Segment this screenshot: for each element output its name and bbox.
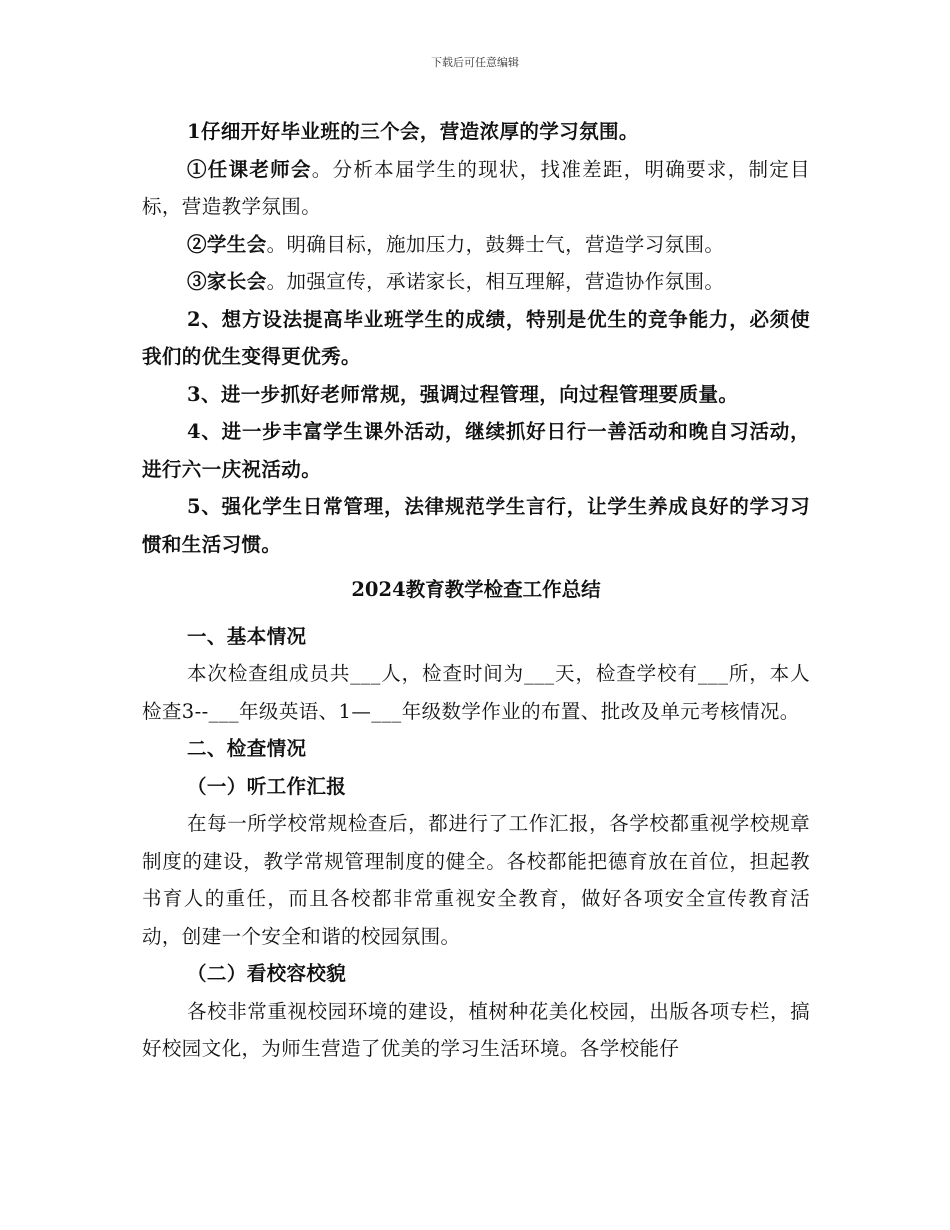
page-header-note: 下载后可任意编辑: [431, 56, 519, 69]
meeting-parent: [142, 263, 810, 301]
plan-item-4: 4、进一步丰富学生课外活动，继续抓好日行一善活动和晚自习活动，进行六一庆祝活动。: [142, 420, 810, 481]
meeting-student-text: 。明确目标，施加压力，鼓舞士气，营造学习氛围。: [266, 232, 725, 256]
work-report-text: 在每一所学校常规检查后，都进行了工作汇报，各学校都重视学校规章制度的建设，教学常规管理制度的健全。各校都能把德育放在首位，担起教书育人的重任，而且各校都非常重视安全教育，做好各项安全宣传教育活动，创建一个安全和谐的校园氛围。: [142, 812, 810, 948]
plan-item-3: 3、进一步抓好老师常规，强调过程管理，向过程管理要质量。: [187, 382, 739, 406]
campus-text: 各校非常重视校园环境的建设，植树种花美化校园，出版各项专栏，搞好校园文化，为师生营造了优美的学习生活环境。各学校能仔: [142, 999, 810, 1060]
heading-basic-situation: 一、基本情况: [187, 624, 307, 648]
meeting-teacher: [142, 151, 810, 226]
meeting-parent-text: 。加强宣传，承诺家长，相互理解，营造协作氛围。: [266, 270, 725, 293]
plan-item-5: 5、强化学生日常管理，法律规范学生言行，让学生养成良好的学习习惯和生活习惯。: [142, 495, 810, 556]
subheading-campus: （二）看校容校貌: [187, 962, 347, 985]
heading-inspection: 二、检查情况: [187, 737, 307, 760]
report-title: 2024教育教学检查工作总结: [351, 578, 601, 601]
meeting-teacher-label: ①任课老师会: [187, 157, 312, 181]
meeting-student-label: ②学生会: [187, 232, 267, 256]
meeting-parent-label: ③家长会: [187, 270, 267, 293]
meeting-student: [142, 226, 810, 264]
subheading-work-report: （一）听工作汇报: [187, 774, 347, 798]
plan-item-2: 2、想方设法提高毕业班学生的成绩，特别是优生的竞争能力，必须使我们的优生变得更优秀。: [142, 307, 810, 368]
meeting-teacher-text: 。分析本届学生的现状，找准差距，明确要求，制定目标，营造教学氛围。: [142, 157, 810, 218]
plan-item-1: 1仔细开好毕业班的三个会，营造浓厚的学习氛围。: [187, 120, 639, 143]
basic-situation-text: 本次检查组成员共___人，检查时间为___天，检查学校有___所，本人检查3--___年级英语、1—___年级数学作业的布置、批改及单元考核情况。: [142, 662, 810, 723]
document-body: [142, 113, 810, 1068]
